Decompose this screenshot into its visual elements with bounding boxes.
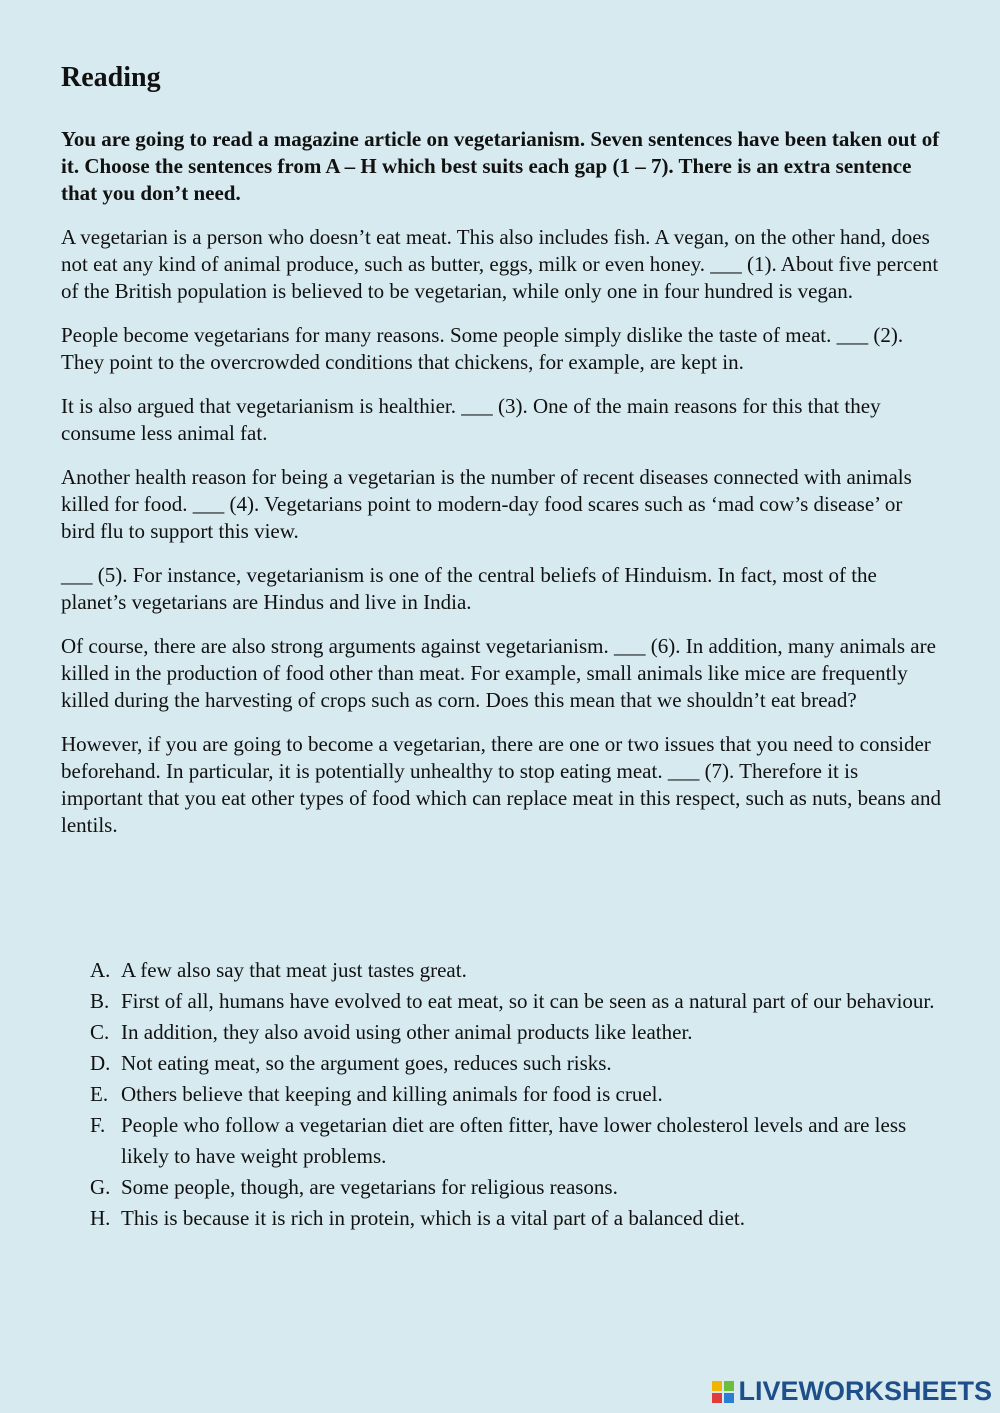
option-letter: E. [90,1082,109,1106]
option-text: Some people, though, are vegetarians for religious reasons. [121,1175,618,1199]
option-text: This is because it is rich in protein, which is a vital part of a balanced diet. [121,1206,745,1230]
logo-square-2 [724,1381,734,1391]
article-paragraph-5: ___ (5). For instance, vegetarianism is one of the central beliefs of Hinduism. In fact, most of the planet’s vegetarians are Hindus and live in India. [61,563,877,614]
option-text: Not eating meat, so the argument goes, reduces such risks. [121,1051,612,1075]
option-d [90,1048,940,1079]
option-letter: D. [90,1051,111,1075]
option-letter: F. [90,1113,106,1137]
article-paragraph-4: Another health reason for being a vegetarian is the number of recent diseases connected with animals killed for food. ___ (4). Vegetarians point to modern-day food scares such as ‘mad cow’s disease’ or bird flu to support this view. [61,465,912,543]
option-g [90,1172,940,1203]
option-a [90,955,940,986]
option-letter: G. [90,1175,111,1199]
worksheet-content [61,58,941,839]
option-text: People who follow a vegetarian diet are often fitter, have lower cholesterol levels and are less likely to have weight problems. [121,1113,907,1168]
answer-options-list [90,955,940,1234]
option-text: A few also say that meat just tastes great. [121,958,467,982]
logo-square-1 [712,1381,722,1391]
option-h [90,1203,940,1234]
article-paragraph-6: Of course, there are also strong arguments against vegetarianism. ___ (6). In addition, many animals are killed in the production of food other than meat. For example, small animals like mice are frequently killed during the harvesting of crops such as corn. Does this mean that we shouldn’t eat bread? [61,634,936,712]
option-text: Others believe that keeping and killing animals for food is cruel. [121,1082,663,1106]
option-letter: H. [90,1206,111,1230]
article-paragraph-1: A vegetarian is a person who doesn’t eat meat. This also includes fish. A vegan, on the other hand, does not eat any kind of animal produce, such as butter, eggs, milk or even honey. ___ (1). About five percent of the British population is believed to be vegetarian, while only one in four hundred is vegan. [61,225,939,303]
logo-square-3 [712,1393,722,1403]
article-paragraph-3: It is also argued that vegetarianism is healthier. ___ (3). One of the main reasons for this that they consume less animal fat. [61,394,881,445]
logo-square-4 [724,1393,734,1403]
option-b [90,986,940,1017]
article-paragraph-7: However, if you are going to become a vegetarian, there are one or two issues that you need to consider beforehand. In particular, it is potentially unhealthy to stop eating meat. ___ (7). Therefore it is important that you eat other types of food which can replace meat in this respect, such as nuts, beans and lentils. [61,732,941,837]
option-letter: B. [90,989,110,1013]
option-e [90,1079,940,1110]
logo-text: LIVEWORKSHEETS [738,1376,992,1406]
article-paragraph-2: People become vegetarians for many reasons. Some people simply dislike the taste of meat. ___ (2). They point to the overcrowded conditions that chickens, for example, are kept in. [61,323,904,374]
option-text: In addition, they also avoid using other animal products like leather. [121,1020,693,1044]
page-title: Reading [61,62,161,93]
option-text: First of all, humans have evolved to eat meat, so it can be seen as a natural part of our behaviour. [121,989,935,1013]
option-f [90,1110,940,1172]
liveworksheets-logo [712,1376,992,1407]
liveworksheets-logo-icon [712,1381,734,1403]
instructions: You are going to read a magazine article on vegetarianism. Seven sentences have been taken out of it. Choose the sentences from A – H which best suits each gap (1 – 7). There is an extra sentence that you don’t need. [61,127,940,205]
option-letter: A. [90,958,111,982]
option-letter: C. [90,1020,110,1044]
option-c [90,1017,940,1048]
